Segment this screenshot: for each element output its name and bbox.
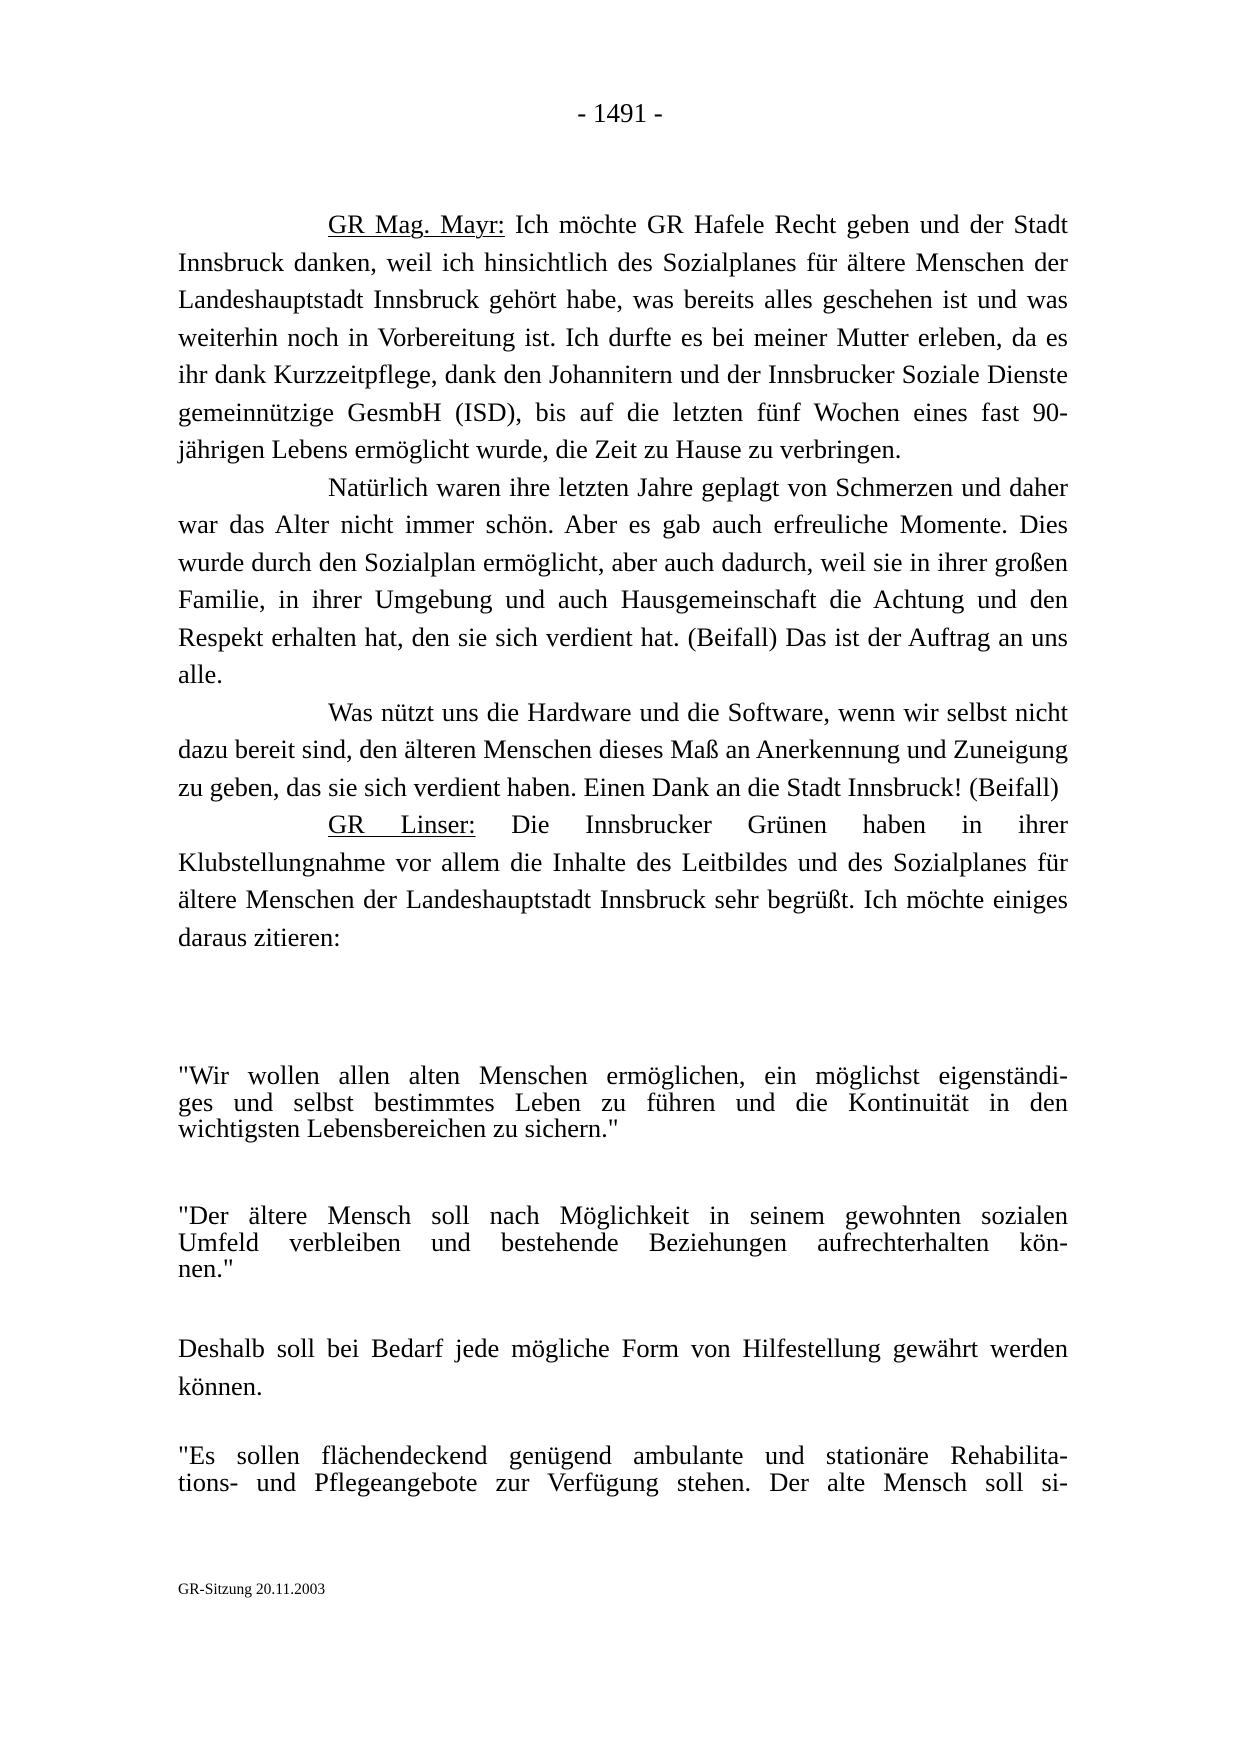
quote-line: "Wir wollen allen alten Menschen ermöglichen, ein möglichst eigenständi- — [178, 1060, 1068, 1090]
quote-line: nen." — [178, 1253, 234, 1283]
footer-session-date: GR-Sitzung 20.11.2003 — [178, 1581, 326, 1598]
quote-line: "Der ältere Mensch soll nach Möglichkeit in seinem gewohnten sozialen — [178, 1200, 1068, 1230]
paragraph-text: Ich möchte GR Hafele Recht geben und der Stadt Innsbruck danken, weil ich hinsichtlich des Sozialplanes für ältere Menschen der Landeshauptstadt Innsbruck gehört habe, was bereits alles geschehen ist und was weiterhin noch in Vorbereitung ist. Ich durfte es bei meiner Mutter erleben, da es ihr dank Kurzzeitpflege, dank den Johannitern und der Innsbrucker Soziale Dienste gemeinnützige GesmbH (ISD), bis auf die letzten fünf Wochen eines fast 90-jährigen Lebens ermöglicht wurde, die Zeit zu Hause zu verbringen. — [178, 209, 1068, 464]
speech-section — [178, 206, 1068, 956]
quote-line: "Es sollen flächendeckend genügend ambulante und stationäre Rehabilita- — [178, 1440, 1068, 1470]
speaker-label-mayr: GR Mag. Mayr: — [328, 209, 505, 239]
paragraph-mayr-2 — [178, 469, 1068, 694]
quote-line: ges und selbst bestimmtes Leben zu führen und die Kontinuität in den — [178, 1086, 1068, 1117]
plain-paragraph: Deshalb soll bei Bedarf jede mögliche Form von Hilfestellung gewährt werden können. — [178, 1333, 1068, 1401]
paragraph-text: Natürlich waren ihre letzten Jahre geplagt von Schmerzen und daher war das Alter nicht immer schön. Aber es gab auch erfreuliche Momente. Dies wurde durch den Sozialplan ermöglicht, aber auch dadurch, weil sie in ihrer großen Familie, in ihrer Umgebung und auch Hausgemeinschaft die Achtung und den Respekt erhalten hat, den sie sich verdient hat. (Beifall) Das ist der Auftrag an uns alle. — [178, 471, 1068, 689]
quote-line: tions- und Pflegeangebote zur Verfügung stehen. Der alte Mensch soll si- — [178, 1466, 1068, 1497]
paragraph-mayr — [178, 206, 1068, 469]
paragraph-text: Die Innsbrucker Grünen haben in ihrer Klubstellungnahme vor allem die Inhalte des Leitbildes und des Sozialplanes für ältere Menschen der Landeshauptstadt Innsbruck sehr begrüßt. Ich möchte einiges daraus zitieren: — [178, 809, 1068, 952]
quote-block-3 — [178, 1442, 1068, 1495]
paragraph-text: Was nützt uns die Hardware und die Software, wenn wir selbst nicht dazu bereit sind, den älteren Menschen dieses Maß an Anerkennung und Zuneigung zu geben, das sie sich verdient haben. Einen Dank an die Stadt Innsbruck! (Beifall) — [178, 696, 1068, 802]
quote-line: wichtigsten Lebensbereichen zu sichern." — [178, 1113, 619, 1143]
quote-block-2 — [178, 1202, 1068, 1282]
speaker-label-linser: GR Linser: — [328, 809, 476, 839]
quote-block-1 — [178, 1062, 1068, 1142]
paragraph-linser — [178, 806, 1068, 956]
paragraph-mayr-3 — [178, 694, 1068, 807]
quote-line: Umfeld verbleiben und bestehende Beziehungen aufrechterhalten kön- — [178, 1226, 1068, 1257]
page-number: - 1491 - — [577, 98, 663, 128]
